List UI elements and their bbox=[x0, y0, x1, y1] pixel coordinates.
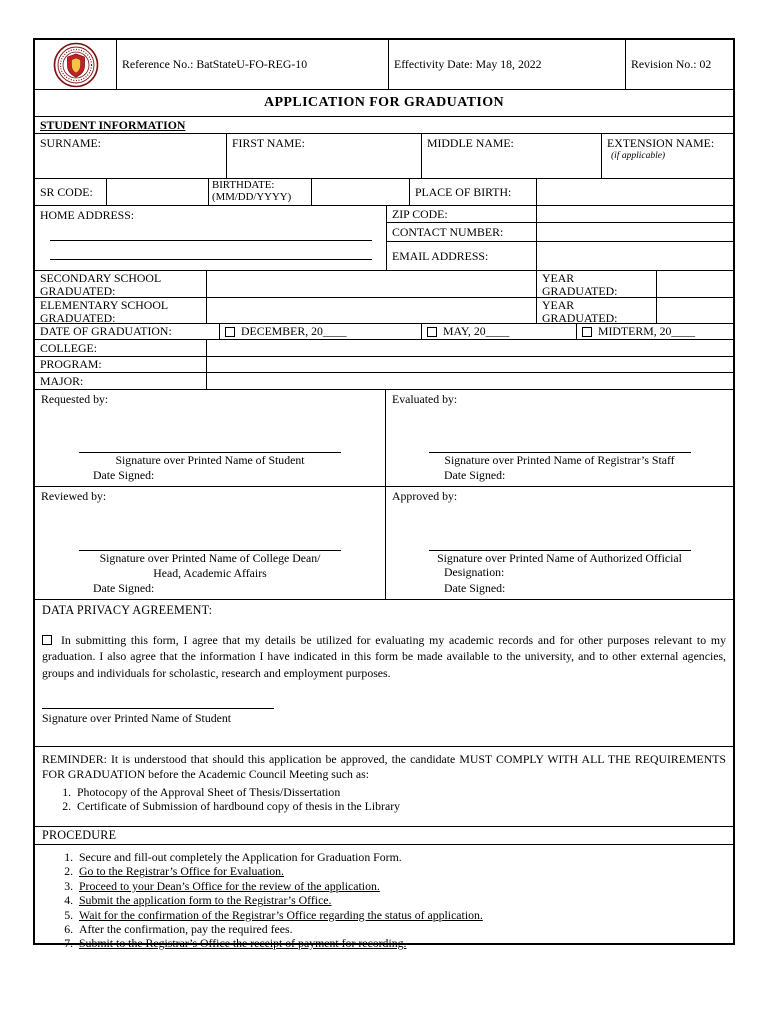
place-of-birth-field bbox=[537, 179, 733, 205]
extension-name-note: (if applicable) bbox=[611, 151, 666, 161]
college-label: COLLEGE: bbox=[35, 340, 207, 356]
revision-no: Revision No.: 02 bbox=[631, 57, 712, 71]
reviewed-by-block bbox=[35, 487, 386, 599]
sr-code-field bbox=[107, 179, 209, 205]
reminder-item: 2. Certificate of Submission of hardbound copy of thesis in the Library bbox=[74, 799, 726, 814]
elementary-school-field bbox=[207, 298, 537, 323]
college-row bbox=[35, 340, 733, 357]
requested-evaluated-row bbox=[35, 390, 733, 487]
registrar-signature-caption: Signature over Printed Name of Registrar’s Staff bbox=[444, 452, 675, 467]
sr-code-row bbox=[35, 179, 733, 206]
student-information-label: STUDENT INFORMATION bbox=[40, 117, 186, 132]
dean-signature-caption-line1: Signature over Printed Name of College Dean/ bbox=[99, 551, 321, 566]
extension-name-field bbox=[602, 134, 733, 178]
elementary-year-graduated-field bbox=[657, 298, 733, 323]
email-address-label: EMAIL ADDRESS: bbox=[387, 242, 537, 270]
name-row bbox=[35, 134, 733, 179]
procedure-step: 7. Submit to the Registrar’s Office the receipt of payment for recording. bbox=[76, 936, 726, 950]
secondary-school-row bbox=[35, 271, 733, 298]
midterm-checkbox[interactable] bbox=[582, 327, 592, 337]
procedure-step: 3. Proceed to your Dean’s Office for the review of the application. bbox=[76, 879, 726, 893]
logo-cell bbox=[35, 40, 117, 89]
dean-signature-caption-line2: Head, Academic Affairs bbox=[153, 565, 267, 580]
procedure-step: 4. Submit the application form to the Registrar’s Office. bbox=[76, 893, 726, 907]
graduation-option-midterm bbox=[577, 324, 733, 339]
requested-by-block bbox=[35, 390, 386, 486]
procedure-section-header bbox=[35, 827, 733, 845]
form-title: APPLICATION FOR GRADUATION bbox=[35, 90, 733, 117]
first-name-label: FIRST NAME: bbox=[232, 136, 305, 150]
evaluated-by-block bbox=[386, 390, 733, 486]
reminder-section bbox=[35, 747, 733, 827]
procedure-step: 2. Go to the Registrar’s Office for Evaluation. bbox=[76, 864, 726, 878]
email-address-field bbox=[537, 242, 733, 270]
approved-date-signed-label: Date Signed: bbox=[444, 580, 506, 595]
evaluated-date-signed-label: Date Signed: bbox=[444, 467, 506, 482]
date-of-graduation-label: DATE OF GRADUATION: bbox=[35, 324, 220, 339]
reviewed-approved-row bbox=[35, 487, 733, 600]
official-signature-caption: Signature over Printed Name of Authorized Official bbox=[437, 550, 682, 565]
privacy-signature-caption: Signature over Printed Name of Student bbox=[42, 710, 232, 725]
privacy-signature-line bbox=[42, 707, 274, 709]
middle-name-field bbox=[422, 134, 602, 178]
may-checkbox[interactable] bbox=[427, 327, 437, 337]
contact-number-field bbox=[537, 223, 733, 241]
designation-label: Designation: bbox=[444, 565, 505, 580]
place-of-birth-label: PLACE OF BIRTH: bbox=[410, 179, 537, 205]
reviewed-date-signed-label: Date Signed: bbox=[93, 580, 155, 595]
zip-code-label: ZIP CODE: bbox=[387, 206, 537, 222]
secondary-year-graduated-field bbox=[657, 271, 733, 297]
data-privacy-title: DATA PRIVACY AGREEMENT: bbox=[42, 603, 213, 617]
requested-date-signed-label: Date Signed: bbox=[93, 467, 155, 482]
reminder-list bbox=[74, 785, 726, 814]
reminder-text: REMINDER: It is understood that should this application be approved, the candidate MUST COMPLY WITH ALL THE REQUIREMENTS FOR GRADUATION before the Academic Council Meeting such as: bbox=[42, 752, 726, 782]
reference-no: Reference No.: BatStateU-FO-REG-10 bbox=[117, 40, 389, 89]
home-address-field bbox=[35, 206, 387, 270]
student-signature-caption: Signature over Printed Name of Student bbox=[115, 452, 305, 467]
december-checkbox[interactable] bbox=[225, 327, 235, 337]
contact-number-subrow bbox=[387, 223, 733, 242]
may-option-label: MAY, 20____ bbox=[443, 324, 510, 338]
elementary-year-graduated-label: YEAR GRADUATED: bbox=[537, 298, 657, 323]
procedure-list bbox=[76, 850, 726, 951]
graduation-option-december bbox=[220, 324, 422, 339]
application-for-graduation-form bbox=[33, 38, 735, 951]
birthdate-field bbox=[312, 179, 410, 205]
major-field bbox=[207, 373, 733, 389]
procedure-step: 6. After the confirmation, pay the required fees. bbox=[76, 922, 726, 936]
elementary-school-label: ELEMENTARY SCHOOL GRADUATED: bbox=[35, 298, 207, 323]
home-address-label: HOME ADDRESS: bbox=[40, 208, 135, 222]
procedure-step: 5. Wait for the confirmation of the Registrar’s Office regarding the status of application. bbox=[76, 908, 726, 922]
contact-number-label: CONTACT NUMBER: bbox=[387, 223, 537, 241]
data-privacy-paragraph bbox=[42, 632, 726, 681]
major-row bbox=[35, 373, 733, 390]
procedure-title: PROCEDURE bbox=[42, 828, 117, 842]
data-privacy-section bbox=[35, 600, 733, 747]
evaluated-by-label: Evaluated by: bbox=[392, 392, 458, 406]
college-field bbox=[207, 340, 733, 356]
program-label: PROGRAM: bbox=[35, 357, 207, 372]
birthdate-label: BIRTHDATE: bbox=[212, 179, 275, 191]
extension-name-label: EXTENSION NAME: bbox=[607, 136, 715, 150]
email-address-subrow bbox=[387, 242, 733, 270]
reminder-item: 1. Photocopy of the Approval Sheet of Thesis/Dissertation bbox=[74, 785, 726, 800]
secondary-school-field bbox=[207, 271, 537, 297]
zip-code-field bbox=[537, 206, 733, 222]
date-of-graduation-row bbox=[35, 324, 733, 340]
effectivity-date: Effectivity Date: May 18, 2022 bbox=[389, 40, 626, 89]
december-option-label: DECEMBER, 20____ bbox=[241, 324, 347, 338]
reviewed-by-label: Reviewed by: bbox=[41, 489, 107, 503]
major-label: MAJOR: bbox=[35, 373, 207, 389]
program-field bbox=[207, 357, 733, 372]
secondary-school-label: SECONDARY SCHOOL GRADUATED: bbox=[35, 271, 207, 297]
procedure-step: 1. Secure and fill-out completely the Application for Graduation Form. bbox=[76, 850, 726, 864]
birthdate-label-cell bbox=[209, 179, 312, 205]
approved-by-label: Approved by: bbox=[392, 489, 458, 503]
address-row bbox=[35, 206, 733, 271]
birthdate-format-note: (MM/DD/YYYY) bbox=[212, 190, 292, 203]
surname-field bbox=[35, 134, 227, 178]
program-row bbox=[35, 357, 733, 373]
first-name-field bbox=[227, 134, 422, 178]
surname-label: SURNAME: bbox=[40, 136, 101, 150]
elementary-school-row bbox=[35, 298, 733, 324]
home-address-writing-line-1 bbox=[50, 229, 372, 241]
address-right-column bbox=[387, 206, 733, 270]
home-address-writing-line-2 bbox=[50, 241, 372, 260]
sr-code-label: SR CODE: bbox=[35, 179, 107, 205]
requested-by-label: Requested by: bbox=[41, 392, 109, 406]
midterm-option-label: MIDTERM, 20____ bbox=[598, 324, 695, 338]
privacy-agreement-text: In submitting this form, I agree that my details be utilized for evaluating my academic records and for other purposes relevant to my graduation. I also agree that the information I have indicated in this form be made available to the university, and to other external agencies, groups and individuals for scholastic, research and employment purposes. bbox=[42, 633, 726, 680]
approved-by-block bbox=[386, 487, 733, 599]
middle-name-label: MIDDLE NAME: bbox=[427, 136, 514, 150]
student-information-section-header bbox=[35, 117, 733, 134]
secondary-year-graduated-label: YEAR GRADUATED: bbox=[537, 271, 657, 297]
form-header bbox=[35, 40, 733, 90]
procedure-section bbox=[35, 845, 733, 953]
graduation-option-may bbox=[422, 324, 577, 339]
zip-code-subrow bbox=[387, 206, 733, 223]
university-seal-logo bbox=[53, 42, 99, 88]
privacy-agreement-checkbox[interactable] bbox=[42, 635, 52, 645]
